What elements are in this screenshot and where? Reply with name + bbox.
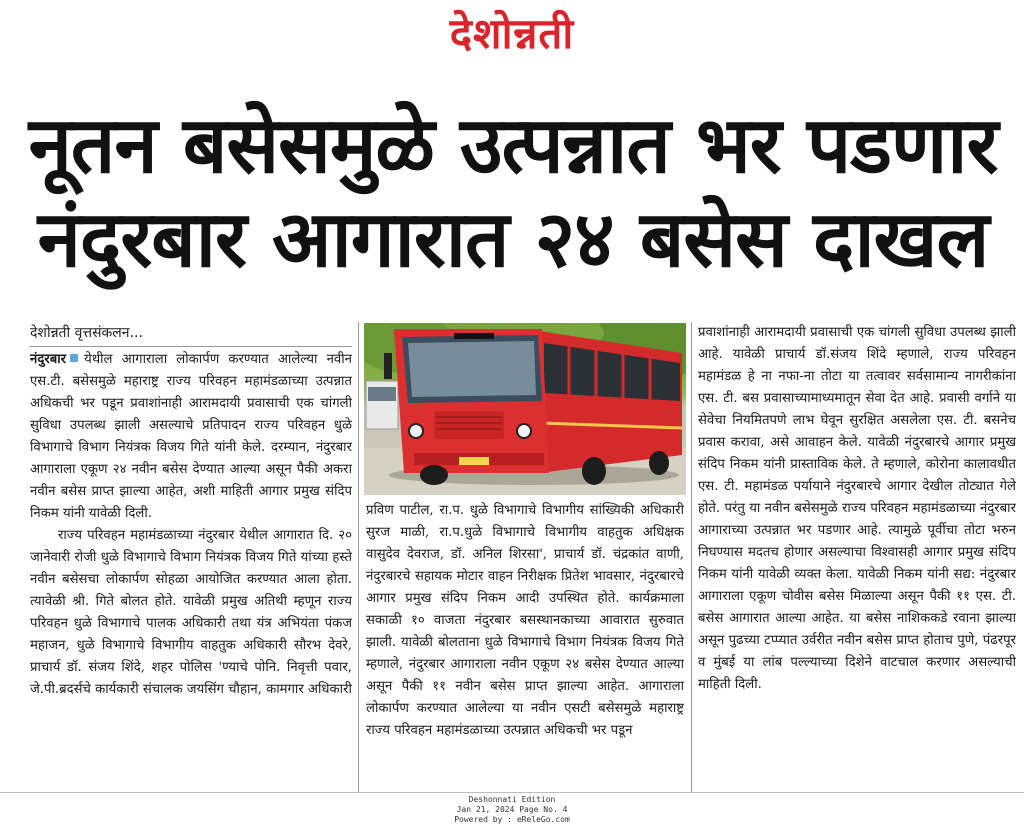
edition-name: Deshonnati Edition: [468, 795, 556, 804]
edition-date-page: Jan 21, 2024 Page No. 4: [456, 805, 568, 814]
paragraph-1-text: येथील आगाराला लोकार्पण करण्यात आलेल्या नवीन एस.टी. बसेसमुळे महाराष्ट्र राज्य परिवहन महामंडळाच्या उत्पन्नात अधिकची भर पडून प्रवाशांनाही आरामदायी प्रवासाची एक चांगली सुविधा उपलब्ध झाली असल्याचे प्रतिपादन राज्य परिवहन धुळे विभागाचे विभाग नियंत्रक विजय गिते यांनी केले. दरम्यान, नंदुरबार आगाराला एकूण २४ नवीन बसेस देण्यात आल्या असून पैकी अकरा नवीन बसेस प्राप्त झाल्या आहेत, अशी माहिती आगार प्रमुख संदिप निकम यांनी यावेळी दिली.: [30, 352, 352, 521]
bus-illustration: [364, 323, 686, 495]
edition-footer: [0, 792, 1024, 828]
paragraph-2: राज्य परिवहन महामंडळाच्या नंदुरबार येथील आगारात दि. २० जानेवारी रोजी धुळे विभागाचे विभाग नियंत्रक विजय गिते यांच्या हस्ते नवीन बसेसचा लोकार्पण सोहळा आयोजित करण्यात आला होता. त्यावेळी श्री. गिते बोलत होते. यावेळी प्रमुख अतिथी म्हणून राज्य परिवहन धुळे विभागाचे पालक अधिकारी तथा यंत्र अभियंता पंकज महाजन, धुळे विभागाचे विभागीय वाहतुक अधिकारी सौरभ देवरे, प्राचार्य डॉ. संजय शिंदे, शहर पोलिस 'ण्याचे पोनि. निवृत्ती पवार, जे.पी.ब्रदर्सचे कार्यकारी संचालक जयसिंग चौहान, कामगार अधिकारी: [30, 528, 352, 697]
dateline: नंदुरबार: [30, 352, 67, 367]
paragraph-3: प्रविण पाटील, रा.प. धुळे विभागाचे विभागीय सांख्यिकी अधिकारी सुरज माळी, रा.प.धुळे विभागाचे विभागीय वाहतुक अधिक्षक वासुदेव देवराज, डॉ. अनिल शिरसा', प्राचार्य डॉ. चंद्रकांत वाणी, नंदुरबारचे सहायक मोटार वाहन निरीक्षक प्रितेश भावसार, नंदुरबारचे आगार प्रमुख संदिप निकम आदी उपस्थित होते. कार्यक्रमाला सकाळी १० वाजता नंदुरबार बसस्थानकाच्या आवारात सुरुवात झाली. यावेळी बोलताना धुळे विभागाचे विभाग नियंत्रक विजय गिते म्हणाले, नंदुरबार आगाराला नवीन एकूण २४ बसेस देण्यात आल्या असून पैकी ११ नवीन बसेस प्राप्त झाल्या आहेत. आगाराला लोकार्पण करण्यात आलेल्या या नवीन एसटी बसेसमुळे महाराष्ट्र राज्य परिवहन महामंडळाच्या उत्पन्नात अधिकची भर पडून: [366, 503, 684, 738]
bus-photo: [364, 323, 686, 495]
dateline-square-icon: [70, 354, 78, 362]
article-column-1: [30, 322, 352, 792]
paragraph-4: प्रवाशांनाही आरामदायी प्रवासाची एक चांगली सुविधा उपलब्ध झाली आहे. यावेळी प्राचार्य डॉ.संजय शिंदे म्हणाले, राज्य परिवहन महामंडळ हे ना नफा-ना तोटा या तत्वावर सर्वसामान्य नागरीकांना एस. टी. बस प्रवासाच्यामाध्यमातून सेवा देत आहे. प्रवासी वर्गाने या सेवेचा नियमितपणे लाभ घेवून सुरक्षित असलेला एस. टी. बसनेच प्रवास करावा, असे आवाहन केले. यावेळी नंदुरबारचे आगार प्रमुख संदिप निकम यांनी प्रास्ताविक केले. ते म्हणाले, कोरोना कालावधीत एस. टी. महामंडळ पर्यायाने नंदुरबारचे आगार देखील तोट्यात गेले होते. परंतु या नवीन बसेसमुळे राज्य परिवहन महामंडळाच्या नंदुरबार आगाराच्या उत्पन्नात भर पडणार आहे. त्यामुळे पूर्वीचा तोटा भरुन निघण्यास मदतच होणार असल्याचा विश्वासही आगार प्रमुख संदिप निकम यांनी यावेळी व्यक्त केला. यावेळी निकम यांनी सद्य: नंदुरबार आगाराला एकूण चोवीस बसेस मिळाल्या असून पैकी ११ एस. टी. बसेस आगारात आल्या आहेत. या बसेस नाशिककडे रवाना झाल्या असून पुढच्या टप्प्यात उर्वरीत नवीन बसेस प्राप्त होताच पुणे, पंढरपूर व मुंबई या लांब पल्ल्याच्या दिशेने वाटचाल करणार असल्याची माहिती दिली.: [698, 325, 1016, 692]
byline: देशोन्नती वृत्तसंकलन...: [30, 322, 352, 347]
powered-by-link[interactable]: Powered by : eReleGo.com: [454, 815, 570, 824]
headline-line-2: नंदुरबार आगारात २४ बसेस दाखल: [37, 195, 989, 285]
column-divider: [691, 322, 692, 792]
headline-line-1: नूतन बसेसमुळे उत्पन्नात भर पडणार: [28, 101, 998, 191]
paragraph-1: [30, 349, 352, 525]
article-column-2: [366, 500, 684, 792]
article-column-3: [698, 322, 1016, 792]
masthead-logo: देशोन्नती: [449, 9, 575, 58]
column-divider: [358, 322, 359, 792]
